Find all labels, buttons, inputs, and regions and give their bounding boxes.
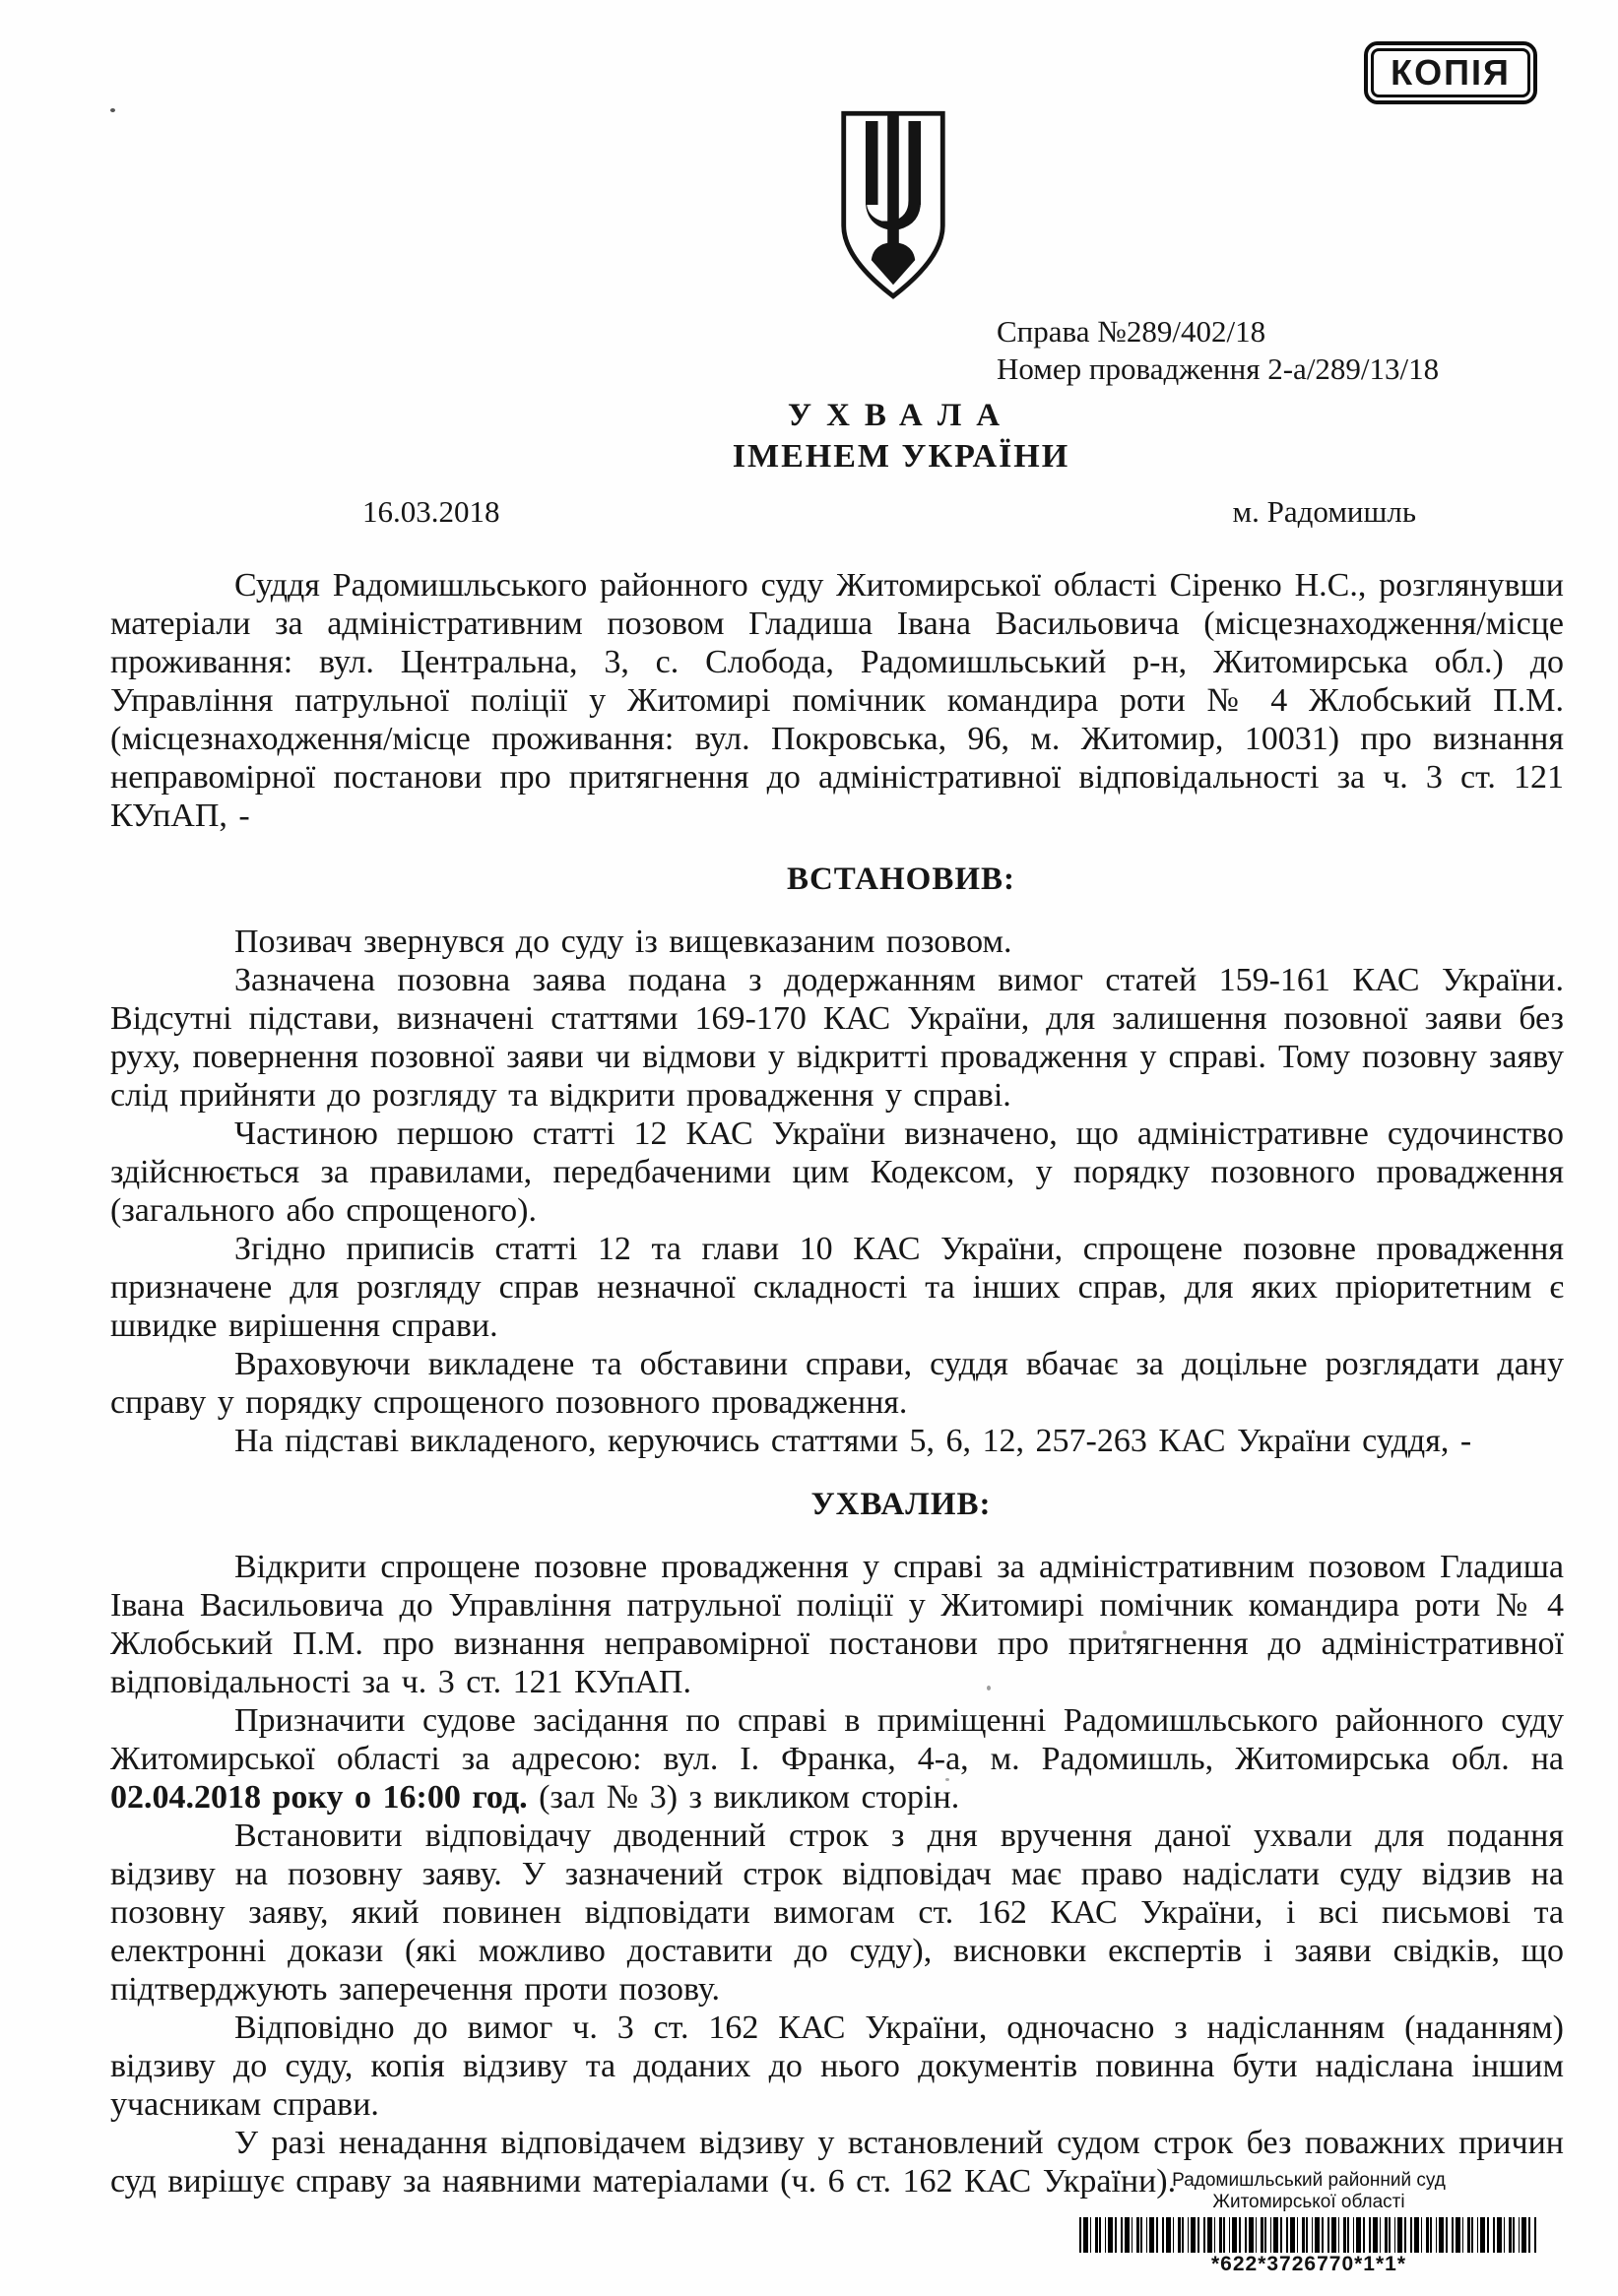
established-paragraph-2: Зазначена позовна заява подана з додержанням вимог статей 159-161 КАС України. Відсутні підстави, визначені статтями 169-170 КАС України, для залишення позовної заяви без руху, повернення позовної заяви чи відмови у відкритті провадження у справі. Тому позовну заяву слід прийняти до розгляду та відкрити провадження у справі.: [110, 962, 1564, 1114]
established-paragraph-1: Позивач звернувся до суду із вищевказаним позовом.: [234, 924, 1012, 960]
footer-court-name-line1: Радомишльський районний суд: [1172, 2170, 1446, 2191]
hearing-text-suffix: (зал № 3) з викликом сторін.: [527, 1779, 960, 1816]
hearing-text-prefix: Призначити судове засідання по справі в приміщенні Радомишльського районного суду Житомирської області за адресою: вул. І. Франка, 4-а, м. Радомишль, Житомирська обл. на: [110, 1702, 1564, 1777]
case-number-line: Справа №289/402/18: [997, 314, 1266, 349]
date-place-row: [110, 492, 1564, 531]
established-paragraph-5: Враховуючи викладене та обставини справи, суддя вбачає за доцільне розглядати дану справу у порядку спрощеного позовного провадження.: [110, 1346, 1564, 1421]
court-barcode-footer: [1076, 2170, 1541, 2276]
established-heading: ВСТАНОВИВ:: [786, 861, 1016, 897]
ruled-paragraph-5: У разі ненадання відповідачем відзиву у встановлений судом строк без поважних причин суд вирішує справу за наявними матеріалами (ч. 6 ст. 162 КАС України).: [110, 2125, 1564, 2200]
barcode-value: *622*3726770*1*1*: [1210, 2253, 1406, 2275]
intro-paragraph: Суддя Радомишльського районного суду Житомирської області Сіренко Н.С., розглянувши матеріали за адміністративним позовом Гладиша Івана Васильовича (місцезнаходження/місце проживання: вул. Центральна, 3, с. Слобода, Радомишльський р-н, Житомирська обл.) до Управління патрульної поліції у Житомирі помічник командира роти № 4 Жлобський П.М. (місцезнаходження/місце проживання: вул. Покровська, 96, м. Житомир, 10031) про визнання неправомірної постанови про притягнення до адміністративної відповідальності за ч. 3 ст. 121 КУпАП, -: [110, 567, 1564, 834]
barcode-icon: [1079, 2217, 1538, 2253]
copy-stamp-label: КОПІЯ: [1371, 48, 1530, 97]
established-paragraph-3: Частиною першою статті 12 КАС України визначено, що адміністративне судочинство здійснюється за правилами, передбаченими цим Кодексом, у порядку позовного провадження (загального або спрощеного).: [110, 1116, 1564, 1229]
ruled-paragraph-1: Відкрити спрощене позовне провадження у справі за адміністративним позовом Гладиша Івана Васильовича до Управління патрульної поліції у Житомирі помічник командира роти № 4 Жлобський П.М. про визнання неправомірної постанови про притягнення до адміністративної відповідальності за ч. 3 ст. 121 КУпАП.: [110, 1549, 1564, 1700]
document-subtitle: ІМЕНЕМ УКРАЇНИ: [732, 438, 1070, 475]
case-numbers-block: [997, 313, 1439, 388]
ruled-heading: УХВАЛИВ:: [810, 1487, 992, 1522]
established-paragraph-4: Згідно приписів статті 12 та глави 10 КАС України, спрощене позовне провадження призначене для розгляду справ незначної складності та інших справ, для яких пріоритетним є швидке вирішення справи.: [110, 1231, 1564, 1344]
ruled-paragraph-3: Встановити відповідачу дводенний строк з дня вручення даної ухвали для подання відзиву на позовну заяву. У зазначений строк відповідач має право надіслати суду відзив на позовну заяву, який повинен відповідати вимогам ст. 162 КАС України, і всі письмові та електронні докази (які можливо доставити до суду), висновки експертів і заяви свідків, що підтверджують заперечення проти позову.: [110, 1818, 1564, 2008]
ruling-date: 16.03.2018: [362, 494, 500, 529]
ukraine-trident-shield-icon: [836, 101, 950, 310]
proceeding-number-line: Номер провадження 2-а/289/13/18: [997, 351, 1440, 386]
hearing-datetime: 02.04.2018 року о 16:00 год.: [110, 1779, 528, 1816]
document-title: УХВАЛА: [787, 398, 1015, 433]
footer-court-name-line2: Житомирської області: [1212, 2192, 1405, 2212]
document-body: [110, 396, 1564, 2200]
established-paragraph-6: На підставі викладеного, керуючись статтями 5, 6, 12, 257-263 КАС України суддя, -: [234, 1423, 1472, 1459]
ruled-paragraph-4: Відповідно до вимог ч. 3 ст. 162 КАС України, одночасно з надісланням (наданням) відзиву до суду, копія відзиву та доданих до нього документів повинна бути надіслана іншим учасникам справи.: [110, 2009, 1564, 2123]
scan-speck: [110, 108, 115, 112]
ruling-place: м. Радомишль: [1232, 494, 1416, 529]
copy-stamp: [1364, 41, 1537, 104]
ruled-paragraph-2: [110, 1701, 1564, 1817]
